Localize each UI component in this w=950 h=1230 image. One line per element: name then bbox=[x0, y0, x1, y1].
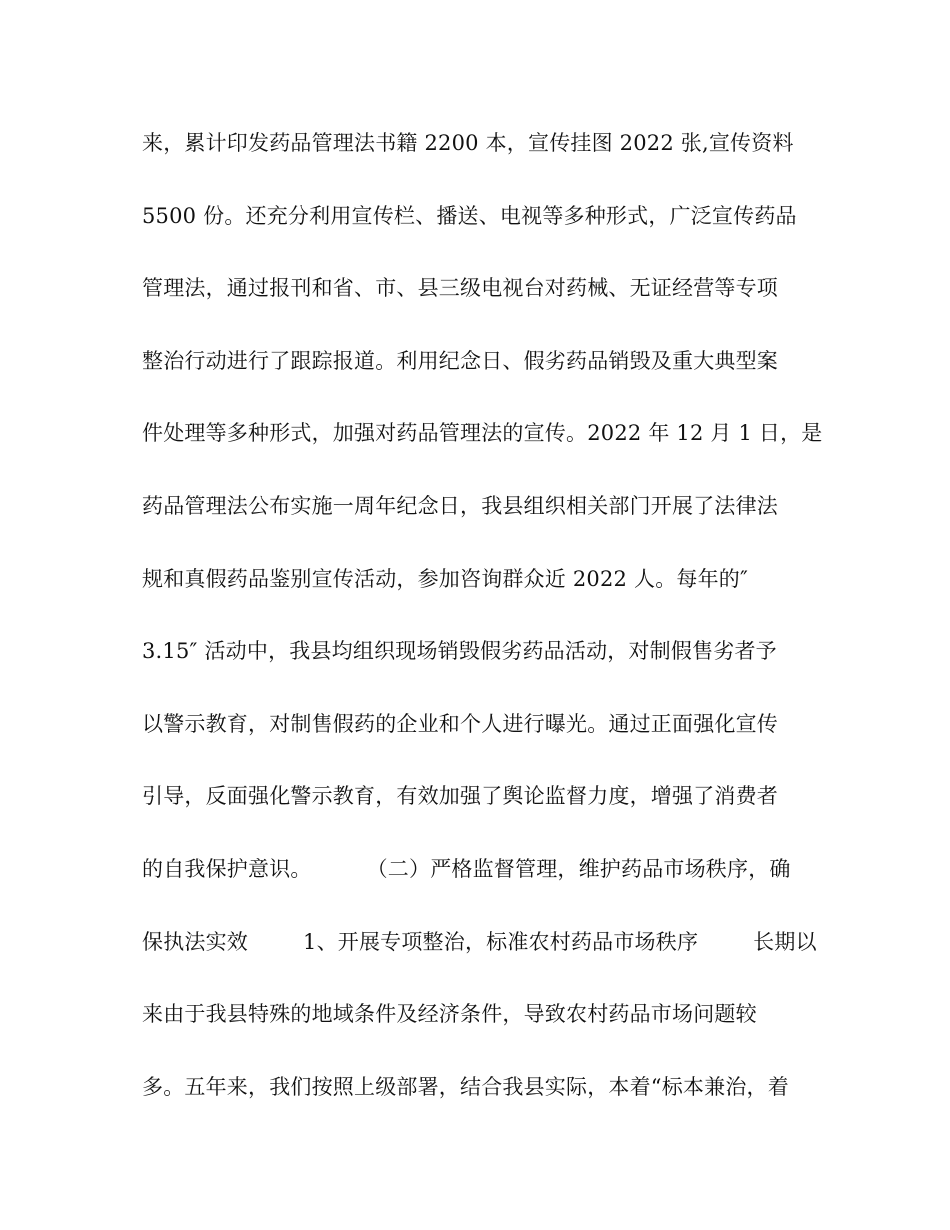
text-line: 的自我保护意识。 （二）严格监督管理，维护药品市场秩序，确 bbox=[142, 856, 791, 881]
text-line: 3.15″ 活动中，我县均组织现场销毁假劣药品活动，对制假售劣者予 bbox=[142, 639, 777, 664]
text-line: 保执法实效 1、开展专项整治，标准农村药品市场秩序 长期以 bbox=[142, 929, 817, 954]
text-line: 引导，反面强化警示教育，有效加强了舆论监督力度，增强了消费者 bbox=[142, 784, 778, 809]
text-line: 规和真假药品鉴别宣传活动，参加咨询群众近 2022 人。每年的″ bbox=[142, 566, 749, 591]
text-line: 管理法，通过报刊和省、市、县三级电视台对药械、无证经营等专项 bbox=[142, 276, 778, 301]
text-line: 药品管理法公布实施一周年纪念日，我县组织相关部门开展了法律法 bbox=[142, 493, 778, 518]
text-line: 以警示教育，对制售假药的企业和个人进行曝光。通过正面强化宣传 bbox=[142, 711, 778, 736]
text-line: 5500 份。还充分利用宣传栏、播送、电视等多种形式，广泛宣传药品 bbox=[142, 203, 797, 228]
text-line: 多。五年来，我们按照上级部署，结合我县实际，本着“标本兼治，着 bbox=[142, 1074, 789, 1099]
body-text bbox=[142, 124, 823, 1140]
text-line: 来，累计印发药品管理法书籍 2200 本，宣传挂图 2022 张,宣传资料 bbox=[142, 131, 794, 155]
text-line: 来由于我县特殊的地域条件及经济条件，导致农村药品市场问题较 bbox=[142, 1002, 757, 1027]
text-line: 件处理等多种形式，加强对药品管理法的宣传。2022 年 12 月 1 日，是 bbox=[142, 421, 823, 446]
text-line: 整治行动进行了跟踪报道。利用纪念日、假劣药品销毁及重大典型案 bbox=[142, 348, 778, 373]
